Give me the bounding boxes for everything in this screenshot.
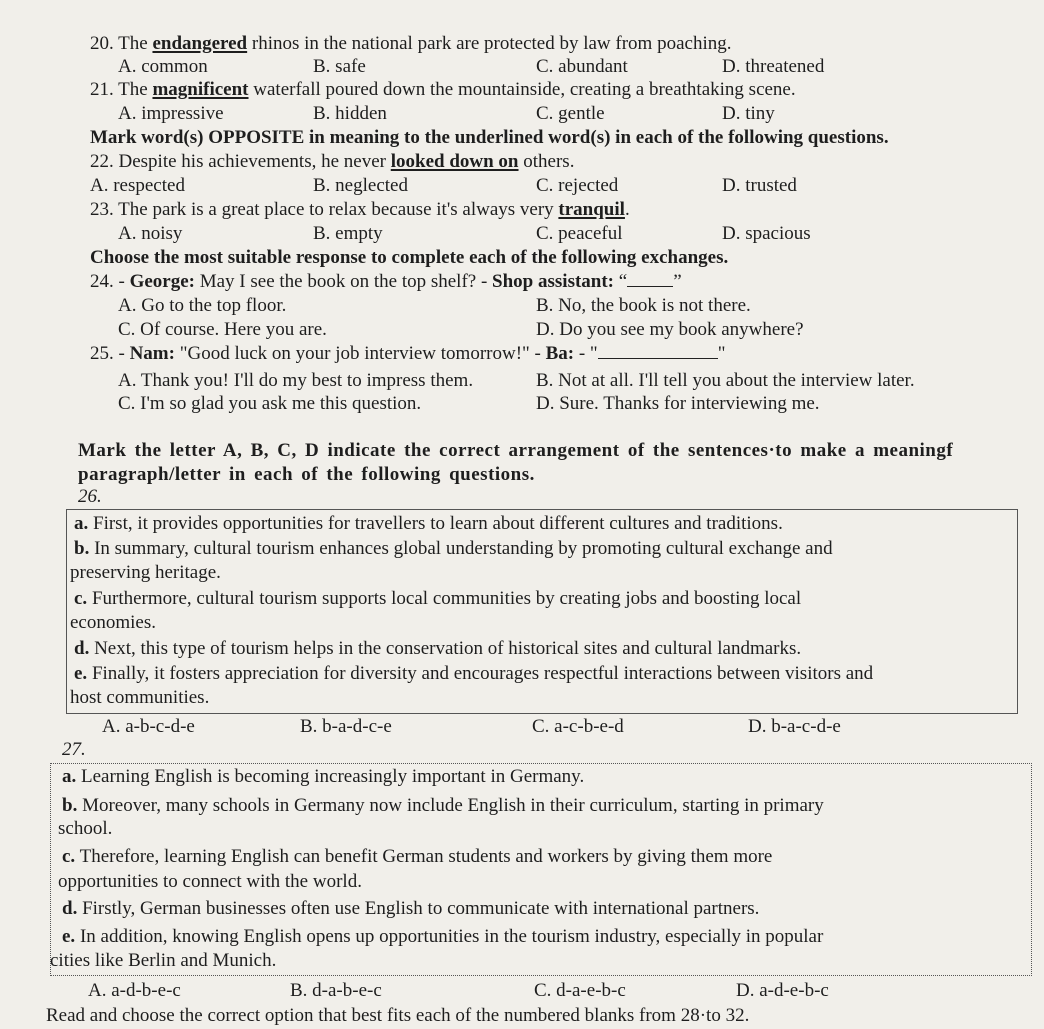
option-a[interactable]: A. a-b-c-d-e — [102, 716, 195, 737]
instruction-arrange-line-1: Mark the letter A, B, C, D indicate the correct arrangement of the sentences·to make a meaningf — [78, 440, 954, 461]
option-d[interactable]: D. Sure. Thanks for interviewing me. — [536, 393, 820, 414]
option-a[interactable]: A. common — [118, 56, 208, 77]
question-text-post: waterfall poured down the mountainside, creating a breathtaking scene. — [248, 79, 796, 100]
question-26-number: 26. — [78, 486, 102, 507]
underlined-word: looked down on — [390, 151, 519, 172]
question-text-pre: Despite his achievements, he never — [118, 151, 391, 172]
sentence-text: In summary, cultural tourism enhances global understanding by promoting cultural exchange and — [89, 538, 833, 559]
question-number: 25. — [90, 343, 114, 364]
sentence-text: In addition, knowing English opens up opportunities in the tourism industry, especially in popular — [75, 926, 824, 947]
q26-sentence-b-cont: preserving heritage. — [70, 562, 221, 583]
option-b[interactable]: B. d-a-b-e-c — [290, 980, 382, 1001]
option-b[interactable]: B. No, the book is not there. — [536, 295, 751, 316]
option-c[interactable]: C. Of course. Here you are. — [118, 319, 327, 340]
sentence-text: Firstly, German businesses often use English to communicate with international partners. — [77, 898, 760, 919]
q27-sentence-b-cont: school. — [58, 818, 113, 839]
question-20 — [90, 33, 731, 55]
question-22 — [90, 151, 574, 173]
option-d[interactable]: D. spacious — [722, 223, 811, 244]
option-b[interactable]: B. safe — [313, 56, 366, 77]
quote-close: ” — [673, 271, 682, 292]
option-c[interactable]: C. abundant — [536, 56, 628, 77]
speaker-shop-assistant: Shop assistant: — [492, 271, 615, 292]
q27-sentence-e-cont: cities like Berlin and Munich. — [50, 950, 277, 971]
quote-open: “ — [614, 271, 628, 292]
speaker-george: George: — [129, 271, 195, 292]
option-a[interactable]: A. a-d-b-e-c — [88, 980, 181, 1001]
q27-sentence-a — [62, 766, 584, 788]
option-c[interactable]: C. gentle — [536, 103, 605, 124]
sentence-text: Finally, it fosters appreciation for diversity and encourages respectful interactions between visitors and — [87, 663, 874, 684]
option-a[interactable]: A. noisy — [118, 223, 183, 244]
sentence-text: Moreover, many schools in Germany now include English in their curriculum, starting in primary — [77, 795, 824, 816]
q27-sentence-b — [62, 795, 824, 817]
instruction-opposite: Mark word(s) OPPOSITE in meaning to the underlined word(s) in each of the following questions. — [90, 127, 889, 148]
dash: - — [118, 271, 130, 292]
sentence-letter: a. — [74, 513, 89, 534]
option-a[interactable]: A. respected — [90, 175, 185, 196]
option-b[interactable]: B. hidden — [313, 103, 387, 124]
sentence-letter: e. — [62, 926, 76, 947]
question-number: 22. — [90, 151, 114, 172]
sentence-letter: d. — [74, 638, 90, 659]
question-21 — [90, 79, 796, 101]
speaker-nam: Nam: — [129, 343, 175, 364]
sentence-text: First, it provides opportunities for travellers to learn about different cultures and traditions. — [88, 513, 783, 534]
question-text-post: rhinos in the national park are protected by law from poaching. — [247, 33, 732, 54]
q26-sentence-e — [74, 663, 873, 685]
sentence-text: Next, this type of tourism helps in the conservation of historical sites and cultural landmarks. — [89, 638, 802, 659]
dash: - — [118, 343, 130, 364]
option-c[interactable]: C. I'm so glad you ask me this question. — [118, 393, 422, 414]
option-c[interactable]: C. peaceful — [536, 223, 623, 244]
option-b[interactable]: B. Not at all. I'll tell you about the interview later. — [536, 370, 915, 391]
sentence-letter: c. — [62, 846, 76, 867]
option-a[interactable]: A. Thank you! I'll do my best to impress them. — [118, 370, 474, 391]
underlined-word: magnificent — [152, 79, 249, 100]
q26-sentence-d — [74, 638, 801, 660]
sentence-letter: d. — [62, 898, 78, 919]
question-text-post: . — [624, 199, 630, 220]
answer-blank — [627, 272, 673, 287]
option-d[interactable]: D. trusted — [722, 175, 797, 196]
option-d[interactable]: D. tiny — [722, 103, 775, 124]
question-24 — [90, 271, 682, 293]
underlined-word: endangered — [152, 33, 248, 54]
option-d[interactable]: D. b-a-c-d-e — [748, 716, 841, 737]
q27-sentence-e — [62, 926, 823, 948]
sentence-letter: e. — [74, 663, 88, 684]
sentence-letter: a. — [62, 766, 77, 787]
sentence-letter: b. — [74, 538, 90, 559]
answer-blank — [598, 344, 718, 359]
q27-sentence-c-cont: opportunities to connect with the world. — [58, 871, 362, 892]
underlined-word: tranquil — [558, 199, 625, 220]
question-number: 21. — [90, 79, 114, 100]
q26-sentence-e-cont: host communities. — [70, 687, 210, 708]
footer-instruction: Read and choose the correct option that best fits each of the numbered blanks from 28·to 32. — [46, 1005, 750, 1026]
option-d[interactable]: D. a-d-e-b-c — [736, 980, 829, 1001]
option-a[interactable]: A. Go to the top floor. — [118, 295, 287, 316]
question-text-pre: The park is a great place to relax because it's always very — [118, 199, 559, 220]
option-b[interactable]: B. empty — [313, 223, 383, 244]
question-text-pre: The — [118, 79, 153, 100]
quote-close: " — [717, 343, 726, 364]
question-27-number: 27. — [62, 739, 86, 760]
dialogue-line: "Good luck on your job interview tomorrow!" - — [174, 343, 546, 364]
dialogue-line: May I see the book on the top shelf? - — [194, 271, 493, 292]
option-d[interactable]: D. threatened — [722, 56, 825, 77]
question-number: 24. — [90, 271, 114, 292]
question-23 — [90, 199, 630, 221]
speaker-ba: Ba: — [545, 343, 575, 364]
option-d[interactable]: D. Do you see my book anywhere? — [536, 319, 804, 340]
q26-sentence-c — [74, 588, 801, 610]
instruction-arrange-line-2: paragraph/letter in each of the following questions. — [78, 464, 535, 485]
question-text-post: others. — [518, 151, 575, 172]
sentence-text: Learning English is becoming increasingly important in Germany. — [76, 766, 585, 787]
option-b[interactable]: B. neglected — [313, 175, 408, 196]
instruction-response: Choose the most suitable response to complete each of the following exchanges. — [90, 247, 729, 268]
q27-sentence-d — [62, 898, 759, 920]
option-c[interactable]: C. a-c-b-e-d — [532, 716, 624, 737]
option-b[interactable]: B. b-a-d-c-e — [300, 716, 392, 737]
q26-sentence-c-cont: economies. — [70, 612, 157, 633]
option-a[interactable]: A. impressive — [118, 103, 224, 124]
sentence-text: Furthermore, cultural tourism supports local communities by creating jobs and boosting local — [87, 588, 802, 609]
sentence-letter: b. — [62, 795, 78, 816]
question-number: 23. — [90, 199, 114, 220]
option-c[interactable]: C. d-a-e-b-c — [534, 980, 626, 1001]
sentence-letter: c. — [74, 588, 88, 609]
q26-sentence-b — [74, 538, 833, 560]
q27-sentence-c — [62, 846, 772, 868]
question-text-pre: The — [118, 33, 153, 54]
question-25 — [90, 343, 725, 365]
quote-open: - " — [574, 343, 598, 364]
sentence-text: Therefore, learning English can benefit German students and workers by giving them more — [75, 846, 773, 867]
q26-sentence-a — [74, 513, 783, 535]
option-c[interactable]: C. rejected — [536, 175, 619, 196]
question-number: 20. — [90, 33, 114, 54]
